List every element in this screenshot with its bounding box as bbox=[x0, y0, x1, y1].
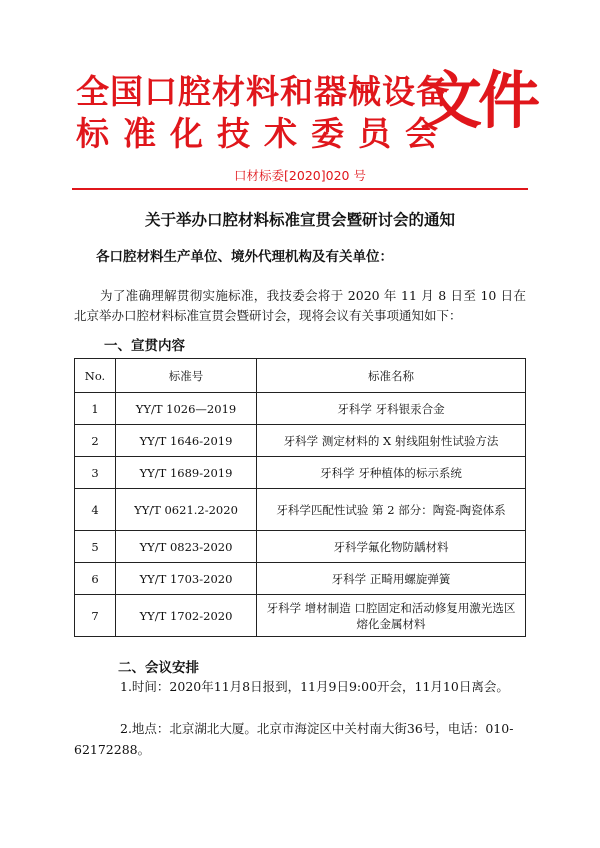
standards-table bbox=[74, 358, 526, 637]
row-code: YY/T 1646-2019 bbox=[116, 425, 257, 457]
row-name: 牙科学氟化物防龋材料 bbox=[257, 531, 526, 563]
row-code: YY/T 1702-2020 bbox=[116, 595, 257, 637]
row-name: 牙科学 正畸用螺旋弹簧 bbox=[257, 563, 526, 595]
row-no: 2 bbox=[75, 425, 116, 457]
letterhead bbox=[76, 64, 536, 153]
column-header-no: No. bbox=[75, 359, 116, 393]
row-name: 牙科学 增材制造 口腔固定和活动修复用激光选区熔化金属材料 bbox=[257, 595, 526, 637]
notice-title: 关于举办口腔材料标准宣贯会暨研讨会的通知 bbox=[144, 211, 455, 229]
section-heading-content: 一、宣贯内容 bbox=[104, 338, 185, 354]
table-row bbox=[75, 531, 526, 563]
meeting-time: 1.时间：2020年11月8日报到，11月9日9:00开会，11月10日离会。 bbox=[120, 679, 509, 694]
table-row bbox=[75, 457, 526, 489]
row-code: YY/T 1689-2019 bbox=[116, 457, 257, 489]
section-heading-arrangement: 二、会议安排 bbox=[118, 660, 199, 676]
table-row bbox=[75, 595, 526, 637]
row-no: 1 bbox=[75, 393, 116, 425]
red-divider bbox=[72, 188, 528, 190]
row-code: YY/T 1703-2020 bbox=[116, 563, 257, 595]
org-name-line2: 标准化技术委员会 bbox=[76, 114, 452, 153]
row-code: YY/T 0823-2020 bbox=[116, 531, 257, 563]
column-header-code: 标准号 bbox=[116, 359, 257, 393]
row-name: 牙科学 牙科银汞合金 bbox=[257, 393, 526, 425]
document-number: 口材标委[2020]020 号 bbox=[234, 168, 366, 183]
table-header-row bbox=[75, 359, 526, 393]
row-no: 7 bbox=[75, 595, 116, 637]
column-header-name: 标准名称 bbox=[257, 359, 526, 393]
intro-paragraph: 为了准确理解贯彻实施标准，我技委会将于 2020 年 11 月 8 日至 10 日在北京举办口腔材料标准宣贯会暨研讨会，现将会议有关事项通知如下： bbox=[74, 288, 526, 323]
table-row bbox=[75, 489, 526, 531]
row-no: 3 bbox=[75, 457, 116, 489]
row-name: 牙科学 测定材料的 X 射线阻射性试验方法 bbox=[257, 425, 526, 457]
row-code: YY/T 1026—2019 bbox=[116, 393, 257, 425]
row-name: 牙科学匹配性试验 第 2 部分：陶瓷-陶瓷体系 bbox=[257, 489, 526, 531]
table-row bbox=[75, 393, 526, 425]
row-no: 5 bbox=[75, 531, 116, 563]
row-name: 牙科学 牙种植体的标示系统 bbox=[257, 457, 526, 489]
row-no: 6 bbox=[75, 563, 116, 595]
org-name-line1: 全国口腔材料和器械设备 bbox=[76, 72, 450, 111]
row-no: 4 bbox=[75, 489, 116, 531]
row-code: YY/T 0621.2-2020 bbox=[116, 489, 257, 531]
table-row bbox=[75, 563, 526, 595]
meeting-location: 2.地点：北京湖北大厦。北京市海淀区中关村南大街36号，电话：010-62172288。 bbox=[74, 721, 514, 757]
document-mark: 文件 bbox=[419, 64, 536, 137]
addressee: 各口腔材料生产单位、境外代理机构及有关单位： bbox=[96, 249, 393, 265]
table-row bbox=[75, 425, 526, 457]
